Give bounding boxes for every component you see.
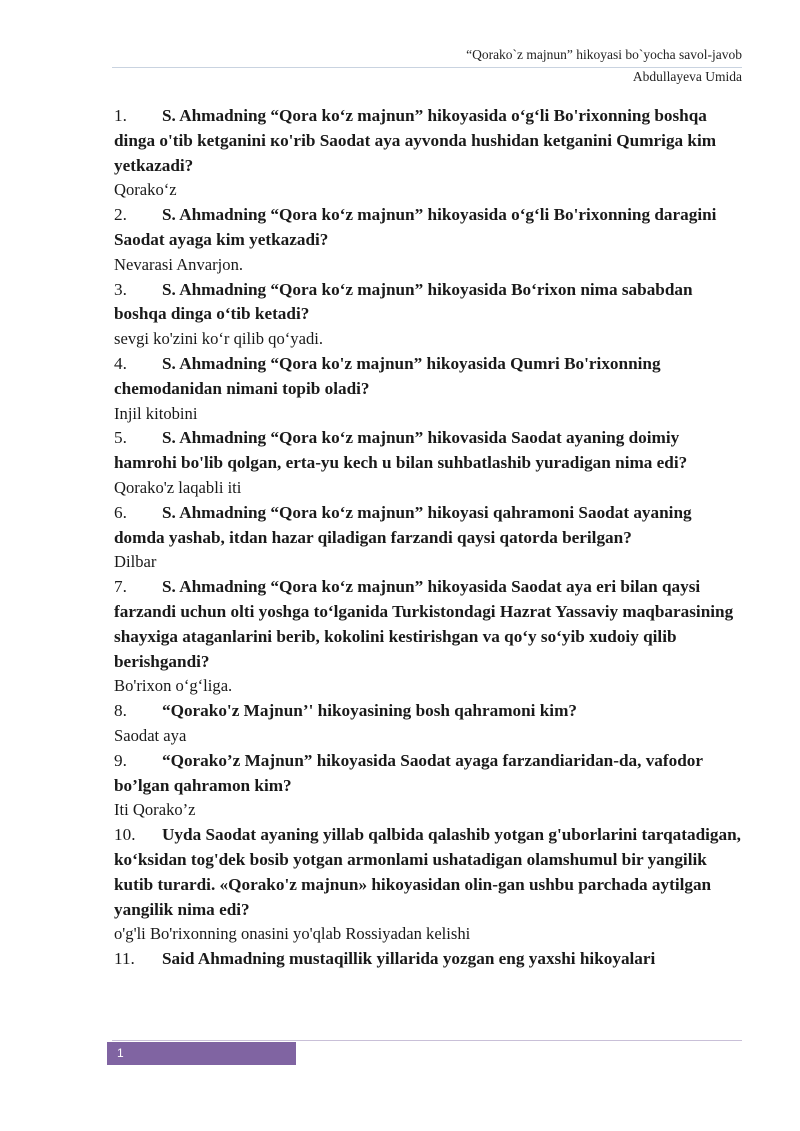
qa-list (114, 104, 744, 972)
question-number: 1. (114, 106, 127, 125)
question-number: 4. (114, 353, 127, 373)
question-number: 5. (114, 428, 127, 448)
question (114, 749, 744, 799)
question (114, 947, 744, 972)
question (114, 823, 744, 922)
page-number: 1 (117, 1046, 124, 1060)
question-number: 10. (114, 825, 136, 845)
question-text: S. Ahmadning “Qora koʻz majnun” hikovasida Saodat ayaning doimiy hamrohi bo'lib qolgan, erta-yu kech u bilan suhbatlashib yuradigan nima edi? (114, 428, 688, 473)
question (114, 104, 744, 178)
qa-item (114, 426, 744, 500)
answer: o'g'li Bo'rixonning onasini yo'qlab Rossiyadan kelishi (114, 924, 471, 944)
qa-item (114, 699, 744, 749)
question-number: 6. (114, 502, 127, 522)
qa-item (114, 823, 744, 947)
qa-item (114, 575, 744, 699)
question-number: 9. (114, 750, 127, 770)
answer: Qorakoʻz (114, 180, 177, 200)
question (114, 426, 744, 476)
qa-item (114, 104, 744, 203)
question-number: 8. (114, 701, 127, 721)
page-header (466, 44, 742, 88)
answer: Qorako'z laqabli iti (114, 477, 242, 497)
question (114, 352, 744, 402)
qa-item (114, 501, 744, 575)
question-number: 3. (114, 279, 127, 299)
question (114, 203, 744, 253)
question-text: “Qorako'z Majnun’' hikoyasining bosh qahramoni kim? (162, 701, 577, 721)
question-text: S. Ahmadning “Qora koʻz majnun” hikoyasi qahramoni Saodat ayaning domda yashab, itdan hazar qiladigan farzandi qaysi qatorda berilgan? (114, 502, 692, 547)
question-number: 7. (114, 577, 127, 597)
qa-item (114, 749, 744, 823)
footer-divider (112, 1040, 742, 1041)
question-text: Uyda Saodat ayaning yillab qalbida qalashib yotgan g'uborlarini tarqatadigan, koʻksidan tog'dek bosib yotgan armonlami ushatadigan olamshumul bir yangilik kutib turardi. «Qorako'z majnun» hikoyasidan olin-gan ushbu parchada aytilgan yangilik nima edi? (114, 825, 741, 919)
question-text: Said Ahmadning mustaqillik yillarida yozgan eng yaxshi hikoyalari (162, 949, 656, 969)
question-number: 2. (114, 205, 127, 225)
question-text: S. Ahmadning “Qora koʻz majnun” hikoyasida Boʻrixon nima sababdan boshqa dinga oʻtib ketadi? (114, 279, 693, 324)
question (114, 501, 744, 551)
answer: Iti Qorako’z (114, 800, 196, 820)
question-text: S. Ahmadning “Qora koʻz majnun” hikoyasida oʻgʻli Bo'rixonning daragini Saodat ayaga kim yetkazadi? (114, 205, 717, 249)
header-author: Abdullayeva Umida (632, 69, 742, 84)
question-text: “Qorako’z Majnun” hikoyasida Saodat ayaga farzandiaridan-da, vafodor bo’lgan qahramon kim? (114, 750, 703, 795)
qa-item (114, 203, 744, 277)
question-number: 11. (114, 949, 135, 969)
question (114, 575, 744, 674)
question-text: S. Ahmadning “Qora koʻz majnun” hikoyasida Saodat aya eri bilan qaysi farzandi uchun olti yoshga toʻlganida Turkistondagi Hazrat Yassaviy maqbarasining shayxiga ataganlarini berib, kokolini kestirishgan va qoʻy soʻyib xudoiy qilib berishgandi? (114, 577, 734, 671)
question-text: S. Ahmadning “Qora koʻz majnun” hikoyasida oʻgʻli Bo'rixonning boshqa dinga o'tib ketganini кo'rib Saodat aya ayvonda hushidan ketganini Qumriga kim yetkazadi? (114, 106, 717, 175)
answer: Nevarasi Anvarjon. (114, 254, 244, 274)
qa-item (114, 947, 744, 972)
header-title: “Qorako`z majnun” hikoyasi bo`yocha savol-javob (466, 47, 742, 62)
question (114, 699, 744, 724)
answer: Saodat aya (114, 725, 187, 745)
answer: Injil kitobini (114, 403, 198, 423)
answer: sevgi ko'zini koʻr qilib qoʻyadi. (114, 329, 323, 349)
qa-item (114, 352, 744, 426)
answer: Dilbar (114, 552, 157, 572)
header-divider (112, 67, 742, 68)
question (114, 278, 744, 328)
answer: Bo'rixon oʻgʻliga. (114, 676, 233, 696)
question-text: S. Ahmadning “Qora ko'z majnun” hikoyasida Qumri Bo'rixonning chemodanidan nimani topib oladi? (114, 353, 661, 398)
qa-item (114, 278, 744, 352)
page-number-box (107, 1042, 296, 1065)
